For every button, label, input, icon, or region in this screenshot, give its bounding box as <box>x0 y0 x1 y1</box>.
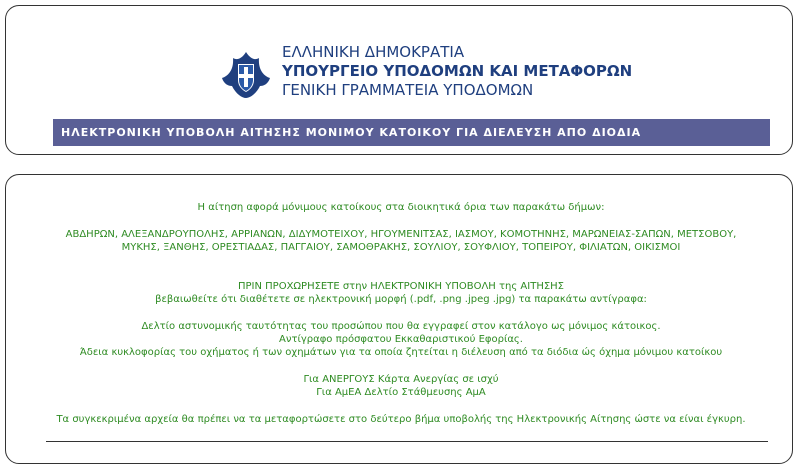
ministry-heading <box>282 43 632 99</box>
divider <box>46 441 768 442</box>
required-doc-id: Δελτίο αστυνομικής ταυτότητας του προσώπου που θα εγγραφεί στον κατάλογο ως μόνιμος κάτοικος. <box>141 321 661 332</box>
page-title-bar: ΗΛΕΚΤΡΟΝΙΚΗ ΥΠΟΒΟΛΗ ΑΙΤΗΣΗΣ ΜΟΝΙΜΟΥ ΚΑΤΟΙΚΟΥ ΓΙΑ ΔΙΕΛΕΥΣΗ ΑΠΟ ΔΙΟΔΙΑ <box>53 119 770 146</box>
intro-text: Η αίτηση αφορά μόνιμους κατοίκους στα διοικητικά όρια των παρακάτω δήμων: <box>197 202 605 213</box>
info-panel <box>5 174 793 464</box>
upload-note: Τα συγκεκριμένα αρχεία θα πρέπει να τα μεταφορτώσετε στο δεύτερο βήμα υποβολής της Ηλεκτρονικής Αίτησης ώστε να είναι έγκυρη. <box>56 414 746 425</box>
municipalities-line-1: ΑΒΔΗΡΩΝ, ΑΛΕΞΑΝΔΡΟΥΠΟΛΗΣ, ΑΡΡΙΑΝΩΝ, ΔΙΔΥΜΟΤΕΙΧΟΥ, ΗΓΟΥΜΕΝΙΤΣΑΣ, ΙΑΣΜΟΥ, ΚΟΜΟΤΗΝΗΣ, ΜΑΡΩΝΕΙΑΣ-ΣΑΠΩΝ, ΜΕΤΣΟΒΟΥ, <box>65 229 737 240</box>
republic-label: ΕΛΛΗΝΙΚΗ ΔΗΜΟΚΡΑΤΙΑ <box>282 43 465 61</box>
before-notice-line-1: ΠΡΙΝ ΠΡΟΧΩΡΗΣΕΤΕ στην ΗΛΕΚΤΡΟΝΙΚΗ ΥΠΟΒΟΛΗ της ΑΙΤΗΣΗΣ <box>237 281 564 292</box>
secretariat-label: ΓΕΝΙΚΗ ΓΡΑΜΜΑΤΕΙΑ ΥΠΟΔΟΜΩΝ <box>282 81 534 99</box>
before-notice-line-2: βεβαιωθείτε ότι διαθέτετε σε ηλεκτρονική μορφή (.pdf, .png .jpeg .jpg) τα παρακάτω αντίγραφα: <box>155 294 647 305</box>
info-content <box>36 201 766 426</box>
ministry-label: ΥΠΟΥΡΓΕΙΟ ΥΠΟΔΟΜΩΝ ΚΑΙ ΜΕΤΑΦΟΡΩΝ <box>282 62 633 80</box>
required-doc-vehicle: Άδεια κυκλοφορίας του οχήματος ή των οχημάτων για τα οποία ζητείται η διέλευση από τα διόδια ώς όχημα μόνιμου κατοίκου <box>79 347 723 358</box>
unemployed-note: Για ΑΝΕΡΓΟΥΣ Κάρτα Ανεργίας σε ισχύ <box>303 374 499 385</box>
greek-coat-of-arms-icon <box>218 46 274 102</box>
disabled-note: Για ΑμΕΑ Δελτίο Στάθμευσης ΑμΑ <box>316 387 486 398</box>
header-panel <box>5 5 793 155</box>
municipalities-line-2: ΜΥΚΗΣ, ΞΑΝΘΗΣ, ΟΡΕΣΤΙΑΔΑΣ, ΠΑΓΓΑΙΟΥ, ΣΑΜΟΘΡΑΚΗΣ, ΣΟΥΛΙΟΥ, ΣΟΥΦΛΙΟΥ, ΤΟΠΕΙΡΟΥ, ΦΙΛΙΑΤΩΝ, ΟΙΚΙΣΜΟΙ <box>121 242 681 253</box>
required-doc-tax: Αντίγραφο πρόσφατου Εκκαθαριστικού Εφορίας. <box>279 334 523 345</box>
